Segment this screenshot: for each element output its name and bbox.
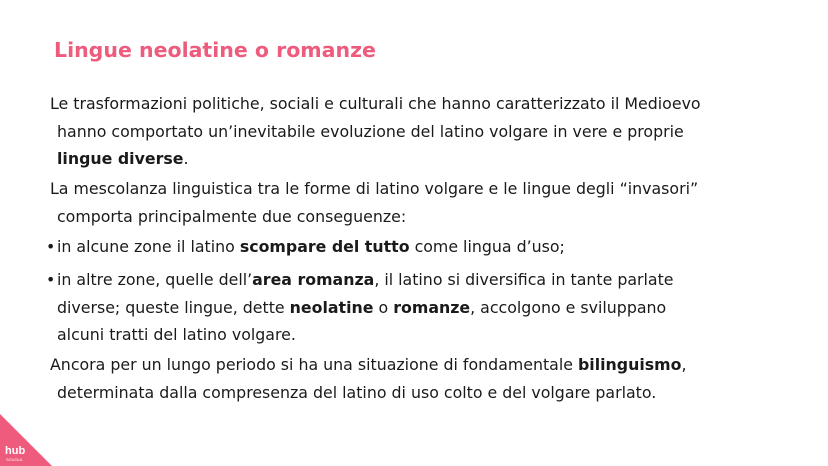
paragraph-line: hanno comportato un’inevitabile evoluzione del latino volgare in vere e proprie (57, 121, 684, 141)
bullet-item: • in altre zone, quelle dell’area romanza, il latino si diversifica in tante parlate diverse; queste lingue, dette neolatine o romanze, accolgono e sviluppano alcuni tratti del latino volgare. (46, 266, 674, 349)
bold-term: lingue diverse (57, 149, 184, 168)
paragraph-medioevo (50, 90, 701, 173)
bold-term: scompare del tutto (239, 237, 410, 256)
hub-scuola-logo (0, 406, 60, 466)
paragraph-bilinguismo: Ancora per un lungo periodo si ha una situazione di fondamentale bilinguismo, determinata dalla compresenza del latino di uso colto e del volgare parlato. (50, 351, 687, 406)
bullet-item: • in alcune zone il latino scompare del tutto come lingua d’uso; (46, 233, 565, 261)
bullet-dot: • (46, 270, 56, 289)
bullet-dot: • (46, 237, 56, 256)
bold-term: neolatine (289, 297, 374, 317)
paragraph-line: lingue diverse. (57, 149, 189, 168)
paragraph-line: comporta principalmente due conseguenze: (57, 206, 407, 226)
logo-subtext: SCUOLA (6, 457, 23, 462)
bold-term: area romanza (252, 270, 375, 289)
paragraph-mescolanza (50, 175, 698, 230)
slide-title: Lingue neolatine o romanze (54, 38, 376, 62)
bold-term: bilinguismo (578, 355, 682, 374)
paragraph-line: Le trasformazioni politiche, sociali e culturali che hanno caratterizzato il Medioevo (50, 94, 701, 113)
paragraph-line: diverse; queste lingue, dette neolatine o romanze, accolgono e sviluppano (57, 297, 667, 317)
paragraph-line: La mescolanza linguistica tra le forme di latino volgare e le lingue degli “invasori” (50, 179, 699, 198)
paragraph-line: alcuni tratti del latino volgare. (57, 325, 296, 344)
paragraph-line: determinata dalla compresenza del latino di uso colto e del volgare parlato. (57, 382, 657, 402)
logo-text: hub (5, 445, 26, 457)
bold-term: romanze (393, 297, 471, 317)
